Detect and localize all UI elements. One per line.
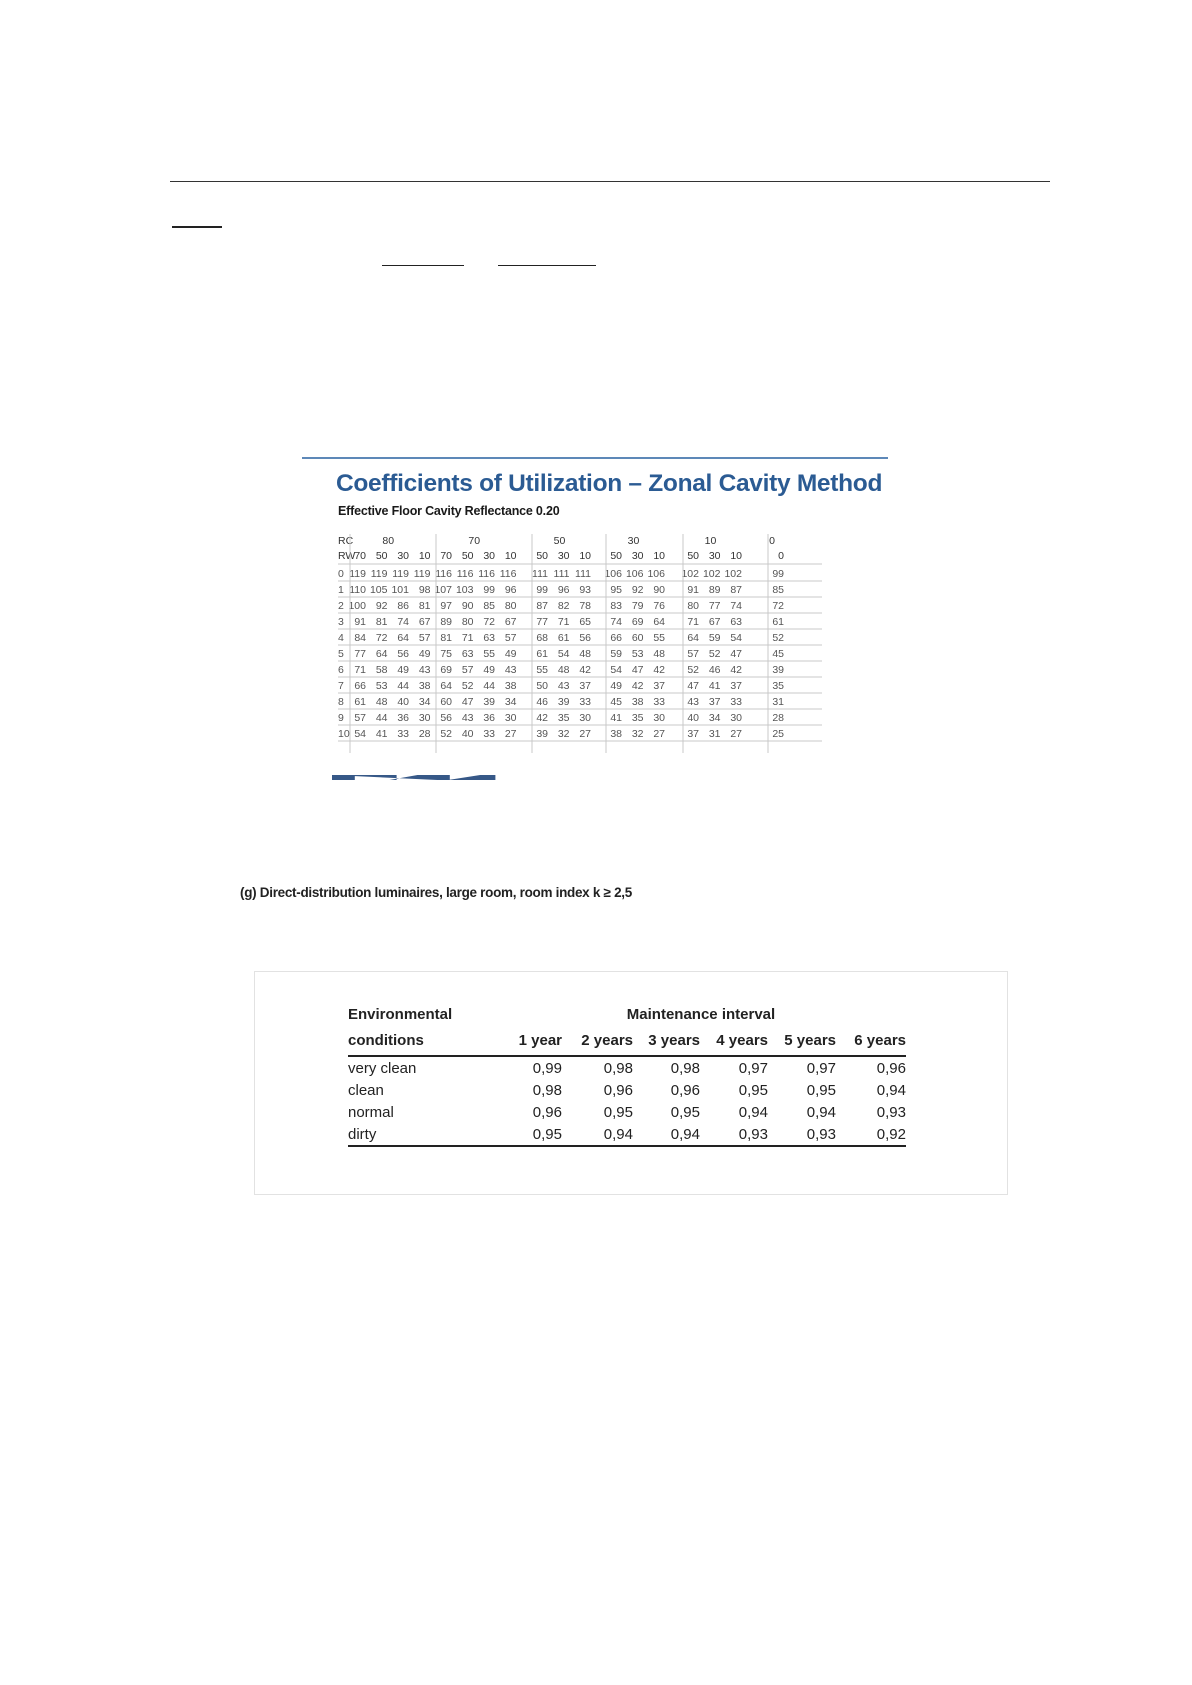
cu-value: 77	[708, 600, 721, 612]
cu-value: 56	[579, 632, 591, 644]
cu-value: 116	[435, 568, 452, 580]
cu-value: 37	[708, 696, 721, 708]
cu-value: 55	[483, 648, 495, 660]
cu-value: 71	[354, 664, 366, 676]
rw-value: 0	[778, 550, 784, 562]
rw-value: 30	[483, 550, 495, 562]
cu-value: 116	[456, 568, 474, 580]
cu-value: 30	[504, 712, 517, 724]
cu-value: 31	[772, 696, 784, 708]
group-header-maintenance-interval: Maintenance interval	[626, 1006, 776, 1023]
value-cell: 0,97	[738, 1059, 768, 1077]
cu-value: 74	[397, 616, 409, 628]
value-cell: 0,94	[633, 1123, 700, 1146]
rw-value: 30	[631, 550, 644, 562]
cu-value: 85	[772, 584, 784, 596]
rc-group-label: 30	[627, 535, 640, 547]
cu-value: 71	[687, 616, 699, 628]
cu-value: 52	[440, 728, 452, 740]
cu-value: 119	[413, 568, 431, 580]
cu-value: 54	[610, 664, 622, 676]
cu-value: 77	[354, 648, 366, 660]
cu-value: 49	[610, 680, 622, 692]
cu-value: 71	[557, 616, 570, 628]
rcr-label: 2	[338, 600, 344, 612]
cu-value: 56	[397, 648, 409, 660]
cu-value: 27	[504, 728, 517, 740]
cu-value: 87	[536, 600, 548, 612]
cu-value: 50	[536, 680, 548, 692]
cu-value: 74	[730, 600, 742, 612]
cu-value: 101	[391, 584, 409, 596]
cu-value: 65	[579, 616, 591, 628]
value-cell: 0,97	[806, 1059, 836, 1077]
cu-value: 99	[483, 584, 495, 596]
cu-value: 48	[375, 696, 388, 708]
cu-value: 30	[418, 712, 431, 724]
cu-value: 64	[375, 648, 388, 660]
cu-value: 67	[708, 616, 721, 628]
cu-figure-subtitle: Effective Floor Cavity Reflectance 0.20	[338, 504, 560, 518]
cu-value: 39	[557, 696, 570, 708]
cu-value: 64	[687, 632, 699, 644]
value-cell: 0,92	[836, 1123, 906, 1146]
cu-value: 100	[348, 600, 366, 612]
cu-value: 72	[483, 616, 495, 628]
cu-value: 75	[440, 648, 452, 660]
cu-value: 76	[653, 600, 665, 612]
condition-cell: normal	[348, 1103, 394, 1121]
cu-value: 77	[536, 616, 548, 628]
cu-value: 33	[579, 696, 591, 708]
cu-value: 95	[610, 584, 622, 596]
table-row	[348, 1101, 906, 1123]
cu-value: 102	[681, 568, 699, 580]
cu-value: 57	[461, 664, 474, 676]
cu-value: 72	[375, 632, 388, 644]
cu-value: 61	[557, 632, 570, 644]
cu-value: 34	[418, 696, 431, 708]
rcr-label: 7	[338, 680, 344, 692]
cu-value: 54	[730, 632, 742, 644]
rcr-label: 1	[338, 584, 344, 596]
cu-value: 45	[610, 696, 622, 708]
cu-value: 80	[461, 616, 474, 628]
cu-value: 69	[440, 664, 452, 676]
rcr-label: 3	[338, 616, 344, 628]
cu-value: 55	[653, 632, 665, 644]
cu-value: 48	[653, 648, 665, 660]
cu-value: 44	[397, 680, 409, 692]
cu-value: 106	[604, 568, 622, 580]
cu-value: 96	[557, 584, 570, 596]
cu-value: 93	[579, 584, 591, 596]
condition-cell: clean	[348, 1081, 384, 1099]
value-cell: 0,96	[532, 1103, 562, 1121]
cu-value: 32	[631, 728, 644, 740]
cu-value: 43	[687, 696, 699, 708]
cu-value: 92	[631, 584, 644, 596]
cu-value: 39	[772, 664, 784, 676]
rw-value: 10	[730, 550, 742, 562]
rw-label: RW	[338, 550, 356, 562]
cu-value: 27	[579, 728, 591, 740]
rc-label: RC	[338, 535, 354, 547]
value-cell: 0,93	[876, 1103, 906, 1121]
cu-value: 54	[557, 648, 570, 660]
cu-value: 49	[483, 664, 495, 676]
cu-value: 89	[440, 616, 452, 628]
rc-group-label: 70	[468, 535, 481, 547]
cu-value: 35	[631, 712, 644, 724]
cu-value: 41	[375, 728, 388, 740]
value-cell: 0,95	[806, 1081, 836, 1099]
cu-value: 46	[708, 664, 721, 676]
rw-value: 50	[687, 550, 699, 562]
rw-value: 50	[375, 550, 388, 562]
condition-cell: dirty	[348, 1123, 496, 1146]
cu-value: 28	[772, 712, 784, 724]
column-header-interval: 5 years	[768, 1026, 836, 1056]
cu-value: 81	[375, 616, 388, 628]
rw-value: 10	[418, 550, 431, 562]
value-cell: 0,95	[603, 1103, 633, 1121]
cu-value: 33	[397, 728, 409, 740]
cu-value: 119	[392, 568, 409, 580]
value-cell: 0,94	[876, 1081, 906, 1099]
cu-value: 67	[504, 616, 517, 628]
cu-value: 111	[532, 568, 548, 580]
value-cell: 0,96	[670, 1081, 700, 1099]
value-cell: 0,99	[532, 1059, 562, 1077]
cu-value: 34	[504, 696, 517, 708]
rcr-label: 4	[338, 632, 344, 644]
value-cell: 0,93	[768, 1123, 836, 1146]
cu-value: 97	[440, 600, 452, 612]
cu-value: 27	[653, 728, 665, 740]
cu-value: 36	[483, 712, 495, 724]
cu-value: 33	[653, 696, 665, 708]
column-header-interval: 2 years	[562, 1026, 633, 1056]
cu-value: 89	[708, 584, 721, 596]
rc-group-label: 10	[704, 535, 717, 547]
cu-value: 47	[461, 696, 474, 708]
cu-value: 82	[557, 600, 570, 612]
cu-value: 68	[536, 632, 548, 644]
cu-value: 48	[557, 664, 570, 676]
rw-value: 30	[397, 550, 409, 562]
table-row	[348, 1123, 906, 1146]
cu-value: 55	[536, 664, 548, 676]
rw-value: 30	[557, 550, 570, 562]
cu-value: 59	[610, 648, 622, 660]
cu-value: 59	[708, 632, 721, 644]
cu-value: 66	[610, 632, 622, 644]
cu-value: 103	[455, 584, 474, 596]
cu-value: 86	[397, 600, 409, 612]
cu-figure	[302, 455, 888, 785]
underline-mark	[172, 226, 222, 228]
underline-mark	[498, 265, 596, 266]
value-cell: 0,94	[738, 1103, 768, 1121]
cu-value: 30	[730, 712, 742, 724]
cu-value: 91	[687, 584, 699, 596]
cu-value: 41	[610, 712, 622, 724]
cu-value: 40	[461, 728, 474, 740]
cu-value: 57	[418, 632, 431, 644]
cu-value: 46	[536, 696, 548, 708]
cu-value: 32	[557, 728, 570, 740]
value-cell: 0,95	[738, 1081, 768, 1099]
cu-value: 47	[730, 648, 742, 660]
cu-value: 42	[579, 664, 591, 676]
cu-value: 56	[440, 712, 452, 724]
cu-value: 52	[772, 632, 784, 644]
cu-value: 64	[397, 632, 409, 644]
rc-group-label: 80	[382, 535, 395, 547]
table-row	[348, 1056, 906, 1079]
cu-value: 42	[730, 664, 742, 676]
cu-value: 81	[418, 600, 431, 612]
cu-value: 106	[647, 568, 665, 580]
figure-caption: (g) Direct-distribution luminaires, large room, room index k ≥ 2,5	[240, 885, 632, 900]
cu-value: 53	[375, 680, 388, 692]
rcr-label: 9	[338, 712, 344, 724]
column-header-environment: Environmental	[348, 1006, 453, 1023]
cu-value: 43	[418, 664, 431, 676]
cu-value: 34	[708, 712, 721, 724]
cu-value: 35	[557, 712, 570, 724]
rw-value: 50	[461, 550, 474, 562]
cu-value: 30	[579, 712, 591, 724]
rcr-label: 10	[338, 728, 350, 740]
cu-value: 58	[375, 664, 388, 676]
cu-value: 52	[708, 648, 721, 660]
cu-value: 119	[349, 568, 366, 580]
cu-value: 107	[434, 584, 452, 596]
rw-value: 10	[579, 550, 591, 562]
cu-value: 78	[579, 600, 591, 612]
cu-value: 98	[418, 584, 431, 596]
cu-value: 110	[349, 584, 366, 596]
cu-value: 44	[483, 680, 495, 692]
cu-value: 38	[504, 680, 517, 692]
cu-value: 39	[536, 728, 548, 740]
cu-value: 69	[631, 616, 644, 628]
column-header-conditions: conditions	[348, 1026, 496, 1056]
value-cell: 0,98	[532, 1081, 562, 1099]
cu-value: 49	[504, 648, 517, 660]
cu-value: 30	[653, 712, 665, 724]
cu-value: 27	[730, 728, 742, 740]
cu-value: 42	[631, 680, 644, 692]
value-cell: 0,95	[670, 1103, 700, 1121]
cu-value: 52	[461, 680, 474, 692]
cu-value: 105	[369, 584, 388, 596]
cu-value: 42	[536, 712, 548, 724]
value-cell: 0,94	[562, 1123, 633, 1146]
cu-value: 37	[579, 680, 591, 692]
cu-value: 33	[483, 728, 495, 740]
rw-value: 70	[354, 550, 366, 562]
cu-value: 37	[730, 680, 742, 692]
cu-value: 61	[354, 696, 366, 708]
cu-value: 57	[354, 712, 366, 724]
rw-value: 10	[653, 550, 665, 562]
cu-table	[302, 455, 888, 785]
value-cell: 0,93	[700, 1123, 768, 1146]
cu-value: 57	[687, 648, 699, 660]
table-row	[348, 1079, 906, 1101]
cu-value: 72	[772, 600, 784, 612]
value-cell: 0,98	[603, 1059, 633, 1077]
top-horizontal-rule	[170, 181, 1050, 182]
cu-value: 63	[730, 616, 742, 628]
rw-value: 50	[610, 550, 622, 562]
cu-value: 61	[536, 648, 548, 660]
cu-value: 35	[772, 680, 784, 692]
cu-value: 80	[504, 600, 517, 612]
rcr-label: 0	[338, 568, 344, 580]
cu-value: 90	[653, 584, 665, 596]
cu-value: 84	[354, 632, 366, 644]
value-cell: 0,96	[603, 1081, 633, 1099]
value-cell: 0,94	[806, 1103, 836, 1121]
cu-value: 43	[461, 712, 474, 724]
maintenance-table	[348, 1003, 906, 1147]
cu-value: 40	[687, 712, 699, 724]
cu-value: 63	[483, 632, 495, 644]
cu-value: 80	[687, 600, 699, 612]
cu-value: 39	[483, 696, 495, 708]
cu-value: 102	[702, 568, 721, 580]
rw-value: 70	[440, 550, 452, 562]
cu-value: 57	[504, 632, 517, 644]
cu-value: 99	[772, 568, 784, 580]
cu-value: 99	[536, 584, 548, 596]
cu-value: 71	[461, 632, 474, 644]
cu-value: 40	[397, 696, 409, 708]
rcr-label: 6	[338, 664, 344, 676]
cu-value: 67	[418, 616, 431, 628]
cu-value: 41	[708, 680, 721, 692]
rcr-label: 8	[338, 696, 344, 708]
cu-value: 85	[483, 600, 495, 612]
cu-value: 38	[418, 680, 431, 692]
column-header-interval: 3 years	[633, 1026, 700, 1056]
cu-value: 116	[478, 568, 495, 580]
cu-value: 52	[687, 664, 699, 676]
cu-value: 102	[724, 568, 742, 580]
cu-value: 61	[772, 616, 784, 628]
cu-value: 25	[772, 728, 784, 740]
cu-value: 106	[625, 568, 644, 580]
condition-cell: very clean	[348, 1059, 417, 1077]
value-cell: 0,95	[496, 1123, 562, 1146]
cu-value: 60	[631, 632, 644, 644]
rc-group-label: 0	[769, 535, 775, 547]
cu-value: 38	[610, 728, 622, 740]
rw-value: 50	[536, 550, 548, 562]
cu-value: 54	[354, 728, 366, 740]
cu-value: 38	[631, 696, 644, 708]
cu-value: 45	[772, 648, 784, 660]
table-header-row	[348, 1026, 906, 1056]
cu-value: 119	[370, 568, 388, 580]
cu-value: 74	[610, 616, 622, 628]
cu-value: 111	[553, 568, 570, 580]
cu-value: 49	[418, 648, 431, 660]
cu-value: 28	[418, 728, 431, 740]
cu-value: 33	[730, 696, 742, 708]
rw-value: 30	[708, 550, 721, 562]
column-header-interval: 1 year	[496, 1026, 562, 1056]
cu-value: 43	[504, 664, 517, 676]
cu-value: 92	[375, 600, 388, 612]
cu-value: 37	[687, 728, 699, 740]
cu-value: 66	[354, 680, 366, 692]
cu-value: 96	[504, 584, 517, 596]
cu-value: 63	[461, 648, 474, 660]
cu-value: 79	[631, 600, 644, 612]
cu-value: 49	[397, 664, 409, 676]
cu-value: 60	[440, 696, 452, 708]
cu-value: 48	[579, 648, 591, 660]
column-header-interval: 6 years	[836, 1026, 906, 1056]
cu-value: 36	[397, 712, 409, 724]
cu-value: 81	[440, 632, 452, 644]
cu-value: 116	[499, 568, 517, 580]
table-header-row	[348, 1003, 906, 1026]
cu-value: 90	[461, 600, 474, 612]
cu-value: 47	[687, 680, 699, 692]
cu-value: 91	[354, 616, 366, 628]
cu-value: 43	[557, 680, 570, 692]
cu-value: 64	[653, 616, 665, 628]
cu-value: 42	[653, 664, 665, 676]
value-cell: 0,96	[876, 1059, 906, 1077]
column-header-interval: 4 years	[700, 1026, 768, 1056]
cu-value: 53	[631, 648, 644, 660]
underline-mark	[382, 265, 464, 266]
rc-group-label: 50	[553, 535, 566, 547]
rw-value: 10	[504, 550, 517, 562]
cu-value: 31	[708, 728, 721, 740]
cu-value: 111	[575, 568, 591, 580]
cu-value: 44	[375, 712, 388, 724]
cu-value: 37	[653, 680, 665, 692]
cu-value: 83	[610, 600, 622, 612]
value-cell: 0,98	[670, 1059, 700, 1077]
cu-figure-title: Coefficients of Utilization – Zonal Cavity Method	[336, 470, 883, 497]
cu-value: 64	[440, 680, 452, 692]
rcr-label: 5	[338, 648, 344, 660]
cu-value: 47	[631, 664, 644, 676]
cu-value: 87	[730, 584, 742, 596]
